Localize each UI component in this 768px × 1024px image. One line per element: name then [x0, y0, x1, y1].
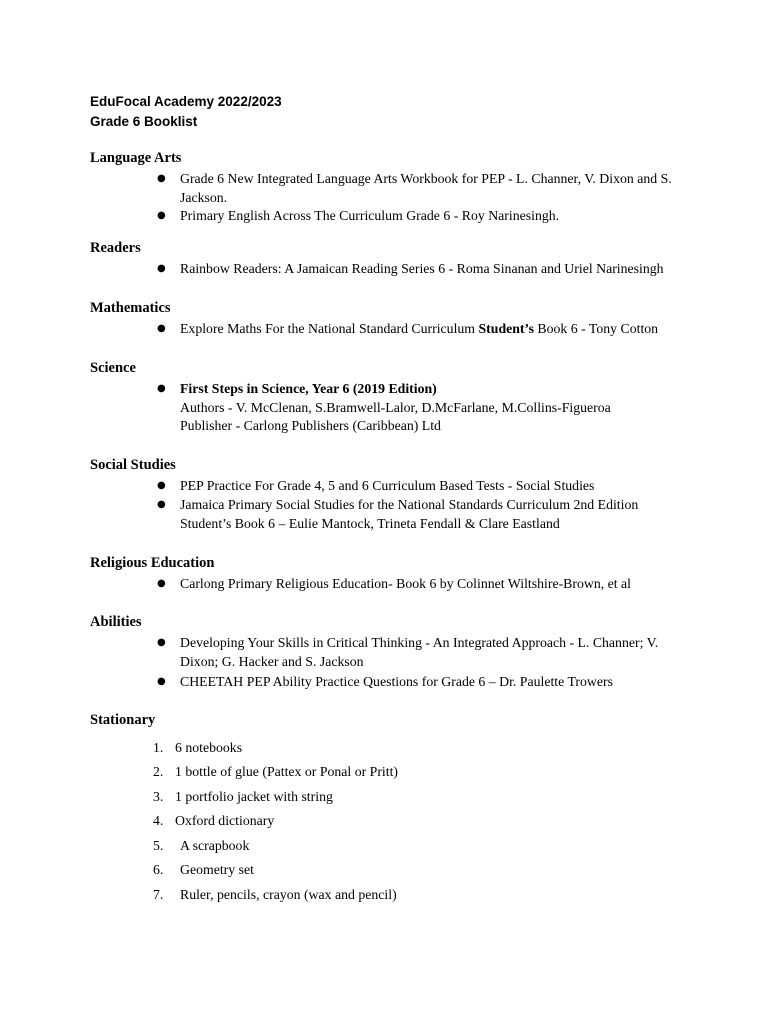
list-item: 1 portfolio jacket with string: [175, 789, 333, 804]
science-book-authors: Authors - V. McClenan, S.Bramwell-Lalor, D.McFarlane, M.Collins-Figueroa: [180, 399, 611, 415]
math-book-bold: Student’s: [478, 321, 534, 336]
math-book-post: Book 6 - Tony Cotton: [533, 321, 659, 336]
bullet: ●: [157, 263, 166, 274]
booklist-title: Grade 6 Booklist: [90, 114, 198, 129]
list-item: [180, 380, 680, 436]
list-item: Grade 6 New Integrated Language Arts Workbook for PEP - L. Channer, V. Dixon and S. Jackson.: [180, 171, 672, 205]
school-title: EduFocal Academy 2022/2023: [90, 94, 282, 109]
list-number: 7.: [153, 887, 164, 902]
list-item: CHEETAH PEP Ability Practice Questions for Grade 6 – Dr. Paulette Trowers: [180, 674, 613, 689]
bullet: ●: [157, 499, 166, 510]
list-number: 5.: [153, 838, 164, 853]
bullet: ●: [157, 383, 166, 394]
science-book-title: First Steps in Science, Year 6 (2019 Edition): [180, 381, 437, 396]
list-number: 1.: [153, 740, 164, 755]
math-book-pre: Explore Maths For the National Standard Curriculum: [180, 321, 479, 336]
science-book-publisher: Publisher - Carlong Publishers (Caribbean) Ltd: [180, 418, 441, 433]
bullet: ●: [157, 676, 166, 687]
list-item: Geometry set: [180, 862, 254, 877]
bullet: ●: [157, 173, 166, 184]
list-number: 2.: [153, 764, 164, 779]
list-number: 6.: [153, 862, 164, 877]
list-item: 6 notebooks: [175, 740, 243, 755]
bullet: ●: [157, 480, 166, 491]
bullet: ●: [157, 323, 166, 334]
list-item: Oxford dictionary: [175, 813, 275, 828]
list-item: PEP Practice For Grade 4, 5 and 6 Curriculum Based Tests - Social Studies: [180, 478, 595, 493]
section-title-stationary: Stationary: [90, 712, 156, 728]
section-title-language-arts: Language Arts: [90, 150, 182, 166]
section-title-abilities: Abilities: [90, 614, 142, 630]
section-title-social-studies: Social Studies: [90, 457, 176, 473]
section-title-religious-education: Religious Education: [90, 555, 215, 571]
document-header: [90, 92, 282, 132]
list-item: Primary English Across The Curriculum Grade 6 - Roy Narinesingh.: [180, 208, 560, 223]
section-title-readers: Readers: [90, 240, 141, 256]
list-number: 4.: [153, 813, 164, 828]
section-title-mathematics: Mathematics: [90, 300, 171, 316]
list-item: Rainbow Readers: A Jamaican Reading Series 6 - Roma Sinanan and Uriel Narinesingh: [180, 261, 664, 276]
list-item: 1 bottle of glue (Pattex or Ponal or Pritt): [175, 764, 399, 779]
list-number: 3.: [153, 789, 164, 804]
bullet: ●: [157, 578, 166, 589]
list-item: Carlong Primary Religious Education- Book 6 by Colinnet Wiltshire-Brown, et al: [180, 576, 631, 591]
list-item: A scrapbook: [180, 838, 250, 853]
list-item: [180, 320, 680, 339]
section-title-science: Science: [90, 360, 136, 376]
bullet: ●: [157, 637, 166, 648]
list-item: Ruler, pencils, crayon (wax and pencil): [180, 887, 397, 902]
bullet: ●: [157, 210, 166, 221]
list-item: Jamaica Primary Social Studies for the National Standards Curriculum 2nd Edition Student’s Book 6 – Eulie Mantock, Trineta Fendall & Clare Eastland: [180, 497, 639, 531]
list-item: Developing Your Skills in Critical Thinking - An Integrated Approach - L. Channer; V. Dixon; G. Hacker and S. Jackson: [180, 635, 659, 669]
